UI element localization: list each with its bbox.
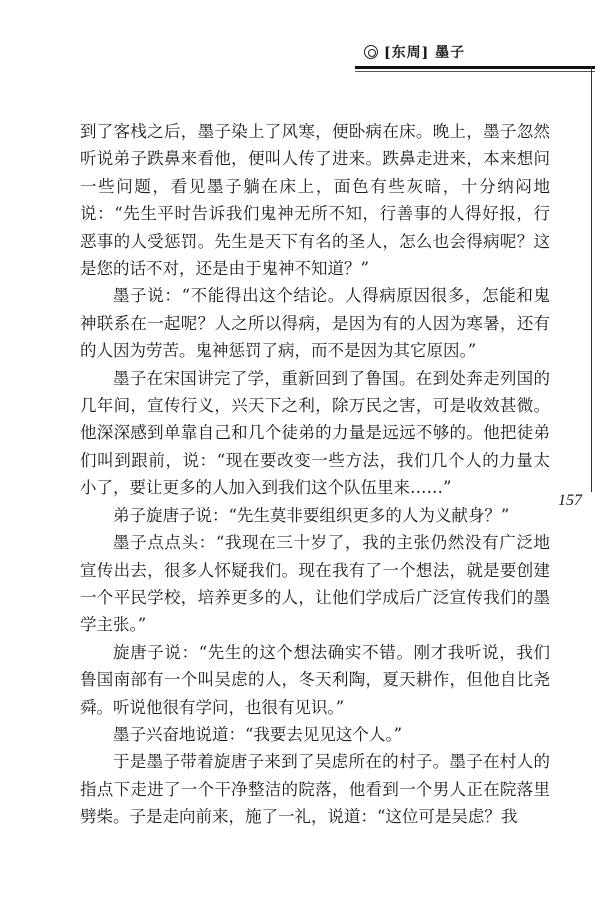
paragraph-5: 墨子点点头：“我现在三十岁了，我的主张仍然没有广泛地宣传出去，很多人怀疑我们。现在我有了一个想法，就是要创建一个平民学校，培养更多的人，让他们学成后广泛宣传我们的墨学主张。” [80,533,550,635]
running-header-text: [东周] 墨子 [384,45,466,61]
paragraph-6: 旋唐子说：“先生的这个想法确实不错。刚才我听说，我们鲁国南部有一个叫吴虑的人，冬天利陶，夏天耕作，但他自比尧舜。听说他很有学问，也很有见识。” [80,642,550,717]
paragraph-7: 墨子兴奋地说道：“我要去见见这个人。” [113,724,403,744]
header-rule-thick [355,66,595,69]
paragraph-1: 到了客栈之后，墨子染上了风寒，便卧病在床。晚上，墨子忽然听说弟子跌鼻来看他，便叫人传了进来。跌鼻走进来，本来想问一些问题，看见墨子躺在床上，面色有些灰暗，十分纳闷地说：“先生平时告诉我们鬼神无所不知，行善事的人得好报，行恶事的人受惩罚。先生是天下有名的圣人，怎么也会得病呢？这是您的话不对，还是由于鬼神不知道？” [80,122,550,279]
running-header [364,42,465,62]
body-text [80,118,550,831]
paragraph-2: 墨子说：“不能得出这个结论。人得病原因很多，怎能和鬼神联系在一起呢？人之所以得病，是因为有的人因为寒暑，还有的人因为劳苦。鬼神惩罚了病，而不是因为其它原因。” [80,286,550,361]
header-rule-thin [355,71,595,72]
page-number: 157 [558,492,582,509]
paragraph-3: 墨子在宋国讲完了学，重新回到了鲁国。在到处奔走列国的几年间，宣传行义，兴天下之利，除万民之害，可是收效甚微。他深深感到单靠自己和几个徒弟的力量是远远不够的。他把徒弟们叫到跟前，说：“现在要改变一些方法，我们几个人的力量太小了，要让更多的人加入到我们这个队伍里来……” [80,368,550,498]
paragraph-4: 弟子旋唐子说：“先生莫非要组织更多的人为义献身？” [113,505,510,525]
side-rule [591,66,592,492]
paragraph-8: 于是墨子带着旋唐子来到了吴虑所在的村子。墨子在村人的指点下走进了一个干净整洁的院落，他看到一个男人正在院落里劈柴。子是走向前来，施了一礼，说道：“这位可是吴虑？我 [80,752,550,827]
double-circle-icon [364,45,378,59]
